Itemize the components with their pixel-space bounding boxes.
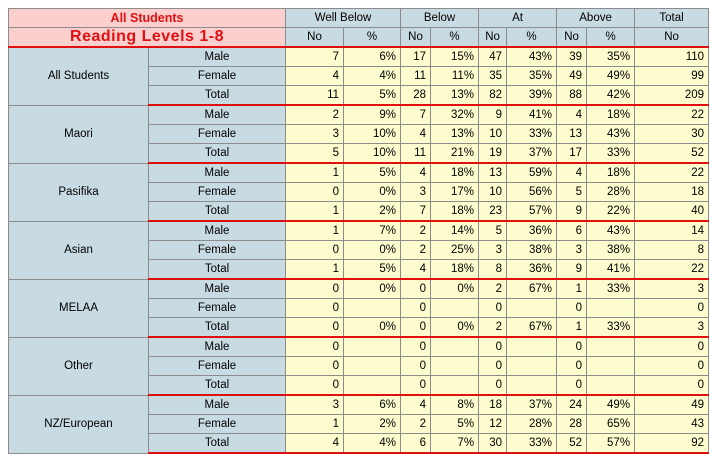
value-cell: 5 (479, 221, 507, 241)
value-cell: 0 (401, 318, 431, 338)
value-cell: 33% (587, 279, 635, 299)
row-label: Female (149, 357, 286, 376)
table-row (9, 279, 709, 299)
value-cell: 0 (635, 337, 709, 357)
header-total: Total (635, 9, 709, 28)
table-title: All Students (9, 9, 286, 28)
value-cell: 18 (479, 395, 507, 415)
value-cell: 0 (286, 357, 344, 376)
value-cell: 4 (401, 163, 431, 183)
value-cell: 9 (479, 105, 507, 125)
row-label: Male (149, 105, 286, 125)
row-label: Male (149, 395, 286, 415)
value-cell (344, 357, 401, 376)
value-cell: 0 (286, 299, 344, 318)
value-cell: 28 (401, 86, 431, 106)
row-label: Female (149, 67, 286, 86)
value-cell: 36% (507, 260, 557, 280)
value-cell: 18% (431, 163, 479, 183)
value-cell: 82 (479, 86, 507, 106)
value-cell: 0 (557, 299, 587, 318)
value-cell: 22 (635, 260, 709, 280)
value-cell: 0% (344, 183, 401, 202)
value-cell: 6% (344, 47, 401, 67)
value-cell: 37% (507, 395, 557, 415)
value-cell: 88 (557, 86, 587, 106)
value-cell (507, 357, 557, 376)
value-cell: 52 (557, 434, 587, 454)
value-cell: 18% (587, 163, 635, 183)
row-label: Female (149, 415, 286, 434)
value-cell: 65% (587, 415, 635, 434)
value-cell: 14% (431, 221, 479, 241)
value-cell: 0 (401, 279, 431, 299)
row-label: Total (149, 86, 286, 106)
value-cell (587, 357, 635, 376)
subheader-pct: % (507, 28, 557, 48)
value-cell: 18% (431, 202, 479, 222)
value-cell: 4 (401, 395, 431, 415)
value-cell: 0% (344, 241, 401, 260)
value-cell: 7 (401, 202, 431, 222)
value-cell: 0 (557, 337, 587, 357)
value-cell: 0 (286, 279, 344, 299)
value-cell: 0 (557, 376, 587, 396)
value-cell (507, 376, 557, 396)
value-cell: 49% (587, 395, 635, 415)
value-cell (587, 299, 635, 318)
value-cell: 1 (286, 202, 344, 222)
value-cell: 0 (635, 357, 709, 376)
value-cell: 9 (557, 202, 587, 222)
value-cell: 24 (557, 395, 587, 415)
value-cell: 28 (557, 415, 587, 434)
value-cell: 0 (635, 376, 709, 396)
value-cell: 67% (507, 279, 557, 299)
value-cell: 0% (431, 318, 479, 338)
value-cell: 47 (479, 47, 507, 67)
group-label: Asian (9, 221, 149, 279)
value-cell: 5% (344, 260, 401, 280)
value-cell: 18% (431, 260, 479, 280)
subheader-no: No (401, 28, 431, 48)
group-label: Maori (9, 105, 149, 163)
table-row (9, 395, 709, 415)
subheader-no: No (635, 28, 709, 48)
value-cell: 4 (401, 125, 431, 144)
value-cell: 11 (401, 144, 431, 164)
value-cell: 43% (507, 47, 557, 67)
value-cell: 36% (507, 221, 557, 241)
value-cell: 30 (635, 125, 709, 144)
value-cell: 3 (635, 318, 709, 338)
value-cell: 4 (286, 67, 344, 86)
value-cell: 37% (507, 144, 557, 164)
value-cell: 0% (344, 318, 401, 338)
header-well-below: Well Below (286, 9, 401, 28)
table-row (9, 337, 709, 357)
row-label: Female (149, 299, 286, 318)
subheader-no: No (286, 28, 344, 48)
row-label: Female (149, 125, 286, 144)
value-cell: 21% (431, 144, 479, 164)
value-cell: 110 (635, 47, 709, 67)
table-row (9, 163, 709, 183)
value-cell: 28% (507, 415, 557, 434)
value-cell: 2 (401, 221, 431, 241)
value-cell: 13% (431, 86, 479, 106)
value-cell: 0 (286, 318, 344, 338)
value-cell: 12 (479, 415, 507, 434)
value-cell: 15% (431, 47, 479, 67)
group-label: Other (9, 337, 149, 395)
value-cell: 56% (507, 183, 557, 202)
value-cell: 4 (286, 434, 344, 454)
value-cell: 209 (635, 86, 709, 106)
value-cell: 4 (557, 163, 587, 183)
value-cell: 0 (401, 357, 431, 376)
value-cell: 1 (286, 415, 344, 434)
value-cell (344, 376, 401, 396)
value-cell: 2% (344, 415, 401, 434)
value-cell: 17 (401, 47, 431, 67)
value-cell: 1 (286, 163, 344, 183)
value-cell: 17% (431, 183, 479, 202)
value-cell: 2 (286, 105, 344, 125)
value-cell: 2 (479, 318, 507, 338)
value-cell: 42% (587, 86, 635, 106)
value-cell: 17 (557, 144, 587, 164)
value-cell: 32% (431, 105, 479, 125)
value-cell: 0 (557, 357, 587, 376)
value-cell: 57% (587, 434, 635, 454)
value-cell: 3 (286, 125, 344, 144)
value-cell: 1 (286, 221, 344, 241)
value-cell: 52 (635, 144, 709, 164)
value-cell: 49 (557, 67, 587, 86)
value-cell: 38% (507, 241, 557, 260)
value-cell: 10 (479, 183, 507, 202)
row-label: Female (149, 183, 286, 202)
value-cell: 5% (344, 163, 401, 183)
value-cell: 0 (479, 299, 507, 318)
value-cell: 13 (557, 125, 587, 144)
value-cell: 5% (344, 86, 401, 106)
value-cell: 39 (557, 47, 587, 67)
value-cell: 2% (344, 202, 401, 222)
value-cell: 0% (431, 279, 479, 299)
row-label: Male (149, 163, 286, 183)
value-cell: 0 (401, 376, 431, 396)
value-cell: 6 (557, 221, 587, 241)
row-label: Male (149, 221, 286, 241)
value-cell: 2 (479, 279, 507, 299)
value-cell: 33% (587, 318, 635, 338)
value-cell: 0 (635, 299, 709, 318)
value-cell: 41% (587, 260, 635, 280)
row-label: Total (149, 260, 286, 280)
header-below: Below (401, 9, 479, 28)
value-cell: 35 (479, 67, 507, 86)
value-cell: 0 (401, 337, 431, 357)
value-cell: 43% (587, 125, 635, 144)
subheader-no: No (479, 28, 507, 48)
value-cell: 22% (587, 202, 635, 222)
value-cell: 3 (635, 279, 709, 299)
value-cell (344, 299, 401, 318)
row-label: Female (149, 241, 286, 260)
value-cell: 33% (507, 125, 557, 144)
value-cell: 1 (557, 318, 587, 338)
value-cell: 30 (479, 434, 507, 454)
row-label: Total (149, 434, 286, 454)
value-cell (431, 357, 479, 376)
value-cell: 2 (401, 415, 431, 434)
value-cell: 6% (344, 395, 401, 415)
value-cell: 0 (286, 376, 344, 396)
value-cell: 5 (286, 144, 344, 164)
subheader-no: No (557, 28, 587, 48)
value-cell (431, 299, 479, 318)
value-cell: 59% (507, 163, 557, 183)
value-cell: 8 (479, 260, 507, 280)
value-cell: 18 (635, 183, 709, 202)
value-cell (587, 376, 635, 396)
value-cell: 3 (557, 241, 587, 260)
value-cell: 28% (587, 183, 635, 202)
value-cell: 13 (479, 163, 507, 183)
table-row (9, 221, 709, 241)
value-cell: 5% (431, 415, 479, 434)
value-cell: 41% (507, 105, 557, 125)
row-label: Total (149, 202, 286, 222)
value-cell: 0 (479, 337, 507, 357)
value-cell: 99 (635, 67, 709, 86)
value-cell: 43 (635, 415, 709, 434)
group-label: NZ/European (9, 395, 149, 453)
value-cell: 8 (635, 241, 709, 260)
value-cell: 40 (635, 202, 709, 222)
value-cell: 9% (344, 105, 401, 125)
value-cell: 49 (635, 395, 709, 415)
subheader-pct: % (587, 28, 635, 48)
value-cell (587, 337, 635, 357)
value-cell (431, 376, 479, 396)
value-cell: 25% (431, 241, 479, 260)
value-cell: 0 (479, 357, 507, 376)
row-label: Male (149, 337, 286, 357)
value-cell: 57% (507, 202, 557, 222)
value-cell: 49% (587, 67, 635, 86)
value-cell (507, 337, 557, 357)
value-cell: 33% (507, 434, 557, 454)
value-cell: 7 (286, 47, 344, 67)
value-cell: 3 (286, 395, 344, 415)
value-cell: 11 (401, 67, 431, 86)
value-cell: 0 (286, 241, 344, 260)
value-cell: 5 (557, 183, 587, 202)
header-above: Above (557, 9, 635, 28)
value-cell: 19 (479, 144, 507, 164)
value-cell: 0 (401, 299, 431, 318)
value-cell: 23 (479, 202, 507, 222)
value-cell: 18% (587, 105, 635, 125)
value-cell (507, 299, 557, 318)
value-cell: 4% (344, 434, 401, 454)
row-label: Total (149, 376, 286, 396)
group-label: All Students (9, 47, 149, 105)
table-row (9, 105, 709, 125)
value-cell: 7% (431, 434, 479, 454)
value-cell: 35% (507, 67, 557, 86)
subheader-pct: % (344, 28, 401, 48)
value-cell: 67% (507, 318, 557, 338)
table-subtitle: Reading Levels 1-8 (9, 28, 286, 48)
subheader-pct: % (431, 28, 479, 48)
value-cell: 11% (431, 67, 479, 86)
value-cell: 1 (286, 260, 344, 280)
value-cell: 0 (479, 376, 507, 396)
reading-levels-table (8, 8, 709, 454)
value-cell: 43% (587, 221, 635, 241)
value-cell: 7% (344, 221, 401, 241)
value-cell: 10% (344, 125, 401, 144)
value-cell: 39% (507, 86, 557, 106)
row-label: Total (149, 318, 286, 338)
value-cell: 0 (286, 337, 344, 357)
value-cell: 1 (557, 279, 587, 299)
table-row (9, 47, 709, 67)
value-cell (344, 337, 401, 357)
value-cell: 33% (587, 144, 635, 164)
row-label: Total (149, 144, 286, 164)
value-cell: 6 (401, 434, 431, 454)
value-cell: 9 (557, 260, 587, 280)
value-cell: 10% (344, 144, 401, 164)
value-cell: 10 (479, 125, 507, 144)
value-cell: 0 (286, 183, 344, 202)
value-cell: 4 (557, 105, 587, 125)
value-cell: 2 (401, 241, 431, 260)
value-cell: 22 (635, 163, 709, 183)
value-cell: 11 (286, 86, 344, 106)
row-label: Male (149, 47, 286, 67)
value-cell: 35% (587, 47, 635, 67)
value-cell: 7 (401, 105, 431, 125)
value-cell: 14 (635, 221, 709, 241)
value-cell: 3 (401, 183, 431, 202)
value-cell: 4% (344, 67, 401, 86)
value-cell: 3 (479, 241, 507, 260)
row-label: Male (149, 279, 286, 299)
value-cell: 38% (587, 241, 635, 260)
header-at: At (479, 9, 557, 28)
group-label: Pasifika (9, 163, 149, 221)
value-cell: 8% (431, 395, 479, 415)
value-cell: 22 (635, 105, 709, 125)
value-cell: 13% (431, 125, 479, 144)
value-cell (431, 337, 479, 357)
group-label: MELAA (9, 279, 149, 337)
value-cell: 0% (344, 279, 401, 299)
value-cell: 92 (635, 434, 709, 454)
value-cell: 4 (401, 260, 431, 280)
